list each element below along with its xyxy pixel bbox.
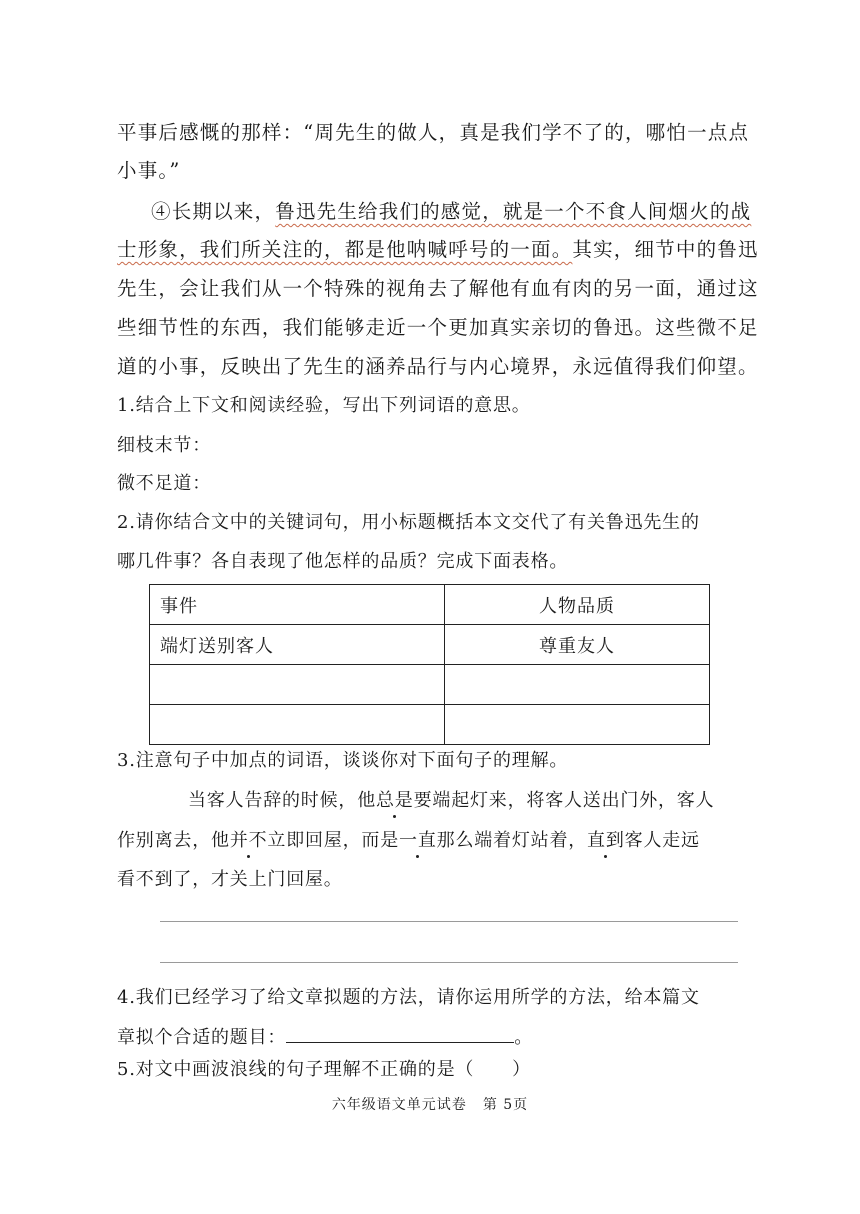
- title-answer-blank[interactable]: [286, 1024, 514, 1043]
- question-5-text: ）: [512, 1059, 531, 1080]
- question-5-stem: [117, 1058, 531, 1082]
- table-header-quality: 人物品质: [445, 585, 710, 625]
- paragraph-4-text: 其实，细节中的鲁迅: [572, 238, 759, 261]
- table-cell-quality: 尊重友人: [445, 625, 710, 665]
- quote-text: 要端起灯来，将客人送出门外，客人: [413, 790, 715, 811]
- question-3-stem: 3.注意句子中加点的词语，谈谈你对下面句子的理解。: [117, 750, 569, 771]
- dotted-word-zongshi: 总是: [376, 790, 414, 811]
- question-2-stem: 2.请你结合文中的关键词句，用小标题概括本文交代了有关鲁迅先生的: [117, 512, 700, 533]
- dotted-word-bingbu: 并不: [229, 830, 268, 851]
- quote-text: 当客人告辞的时候，他: [188, 790, 376, 811]
- quote-text: 作别离去，他: [117, 830, 230, 851]
- passage-line: 平事后感慨的那样：“周先生的做人，真是我们学不了的，哪怕一点点: [117, 121, 750, 144]
- quoted-sentence-line: 看不到了，才关上门回屋。: [117, 869, 343, 890]
- wavy-underlined-sentence: 士形象，我们所关注的，都是他呐喊呼号的一面。: [117, 238, 573, 261]
- table-cell-event-blank[interactable]: [150, 705, 445, 745]
- dotted-word-zhidao: 直到: [587, 830, 625, 851]
- table-row: [150, 705, 710, 745]
- table-cell-event-blank[interactable]: [150, 665, 445, 705]
- footer-title: 六年级语文单元试卷: [331, 1097, 467, 1113]
- question-1-stem: 1.结合上下文和阅读经验，写出下列词语的意思。: [117, 395, 531, 416]
- footer-page-number: 第 5页: [482, 1097, 529, 1113]
- paragraph-4-line: 道的小事，反映出了先生的涵养品行与内心境界，永远值得我们仰望。: [117, 355, 759, 378]
- question-4-text: 。: [514, 1027, 534, 1048]
- table-row: [150, 625, 710, 665]
- paragraph-4-text: ④长期以来，: [151, 200, 276, 223]
- quote-text: 那么端着灯站着，: [436, 830, 588, 851]
- quoted-sentence-line: [117, 829, 700, 853]
- question-4-stem: [117, 1024, 533, 1050]
- events-table: [149, 584, 710, 745]
- paragraph-4-line: [151, 200, 751, 224]
- paragraph-4-line: [117, 238, 759, 262]
- question-4-text: 章拟个合适的题目：: [117, 1027, 287, 1048]
- table-cell-event: 端灯送别客人: [150, 625, 445, 665]
- passage-line: 小事。”: [117, 159, 181, 182]
- question-1-word-1: 细枝末节：: [117, 435, 211, 456]
- question-5-text: 5.对文中画波浪线的句子理解不正确的是（: [117, 1059, 475, 1080]
- table-row: [150, 665, 710, 705]
- quoted-sentence-line: [188, 789, 714, 813]
- paragraph-4-line: 些细节性的东西，我们能够走近一个更加真实亲切的鲁迅。这些微不足: [117, 316, 759, 339]
- answer-line[interactable]: [160, 921, 738, 922]
- wavy-underlined-sentence: 鲁迅先生给我们的感觉，就是一个不食人间烟火的战: [275, 200, 752, 223]
- answer-line[interactable]: [160, 962, 738, 963]
- quote-text: 客人走远: [624, 830, 700, 851]
- table-cell-quality-blank[interactable]: [445, 705, 710, 745]
- table-cell-quality-blank[interactable]: [445, 665, 710, 705]
- quote-text: 立即回屋，而是: [267, 830, 400, 851]
- table-header-row: [150, 585, 710, 625]
- question-1-word-2: 微不足道：: [117, 473, 211, 494]
- page-footer: [0, 1094, 860, 1114]
- paragraph-4-line: 先生，会让我们从一个特殊的视角去了解他有血有肉的另一面，通过这: [117, 277, 759, 300]
- table-header-event: 事件: [150, 585, 445, 625]
- question-4-stem: 4.我们已经学习了给文章拟题的方法，请你运用所学的方法，给本篇文: [117, 987, 700, 1008]
- dotted-word-yizhi: 一直: [399, 830, 437, 851]
- question-2-stem: 哪几件事？各自表现了他怎样的品质？完成下面表格。: [117, 551, 569, 572]
